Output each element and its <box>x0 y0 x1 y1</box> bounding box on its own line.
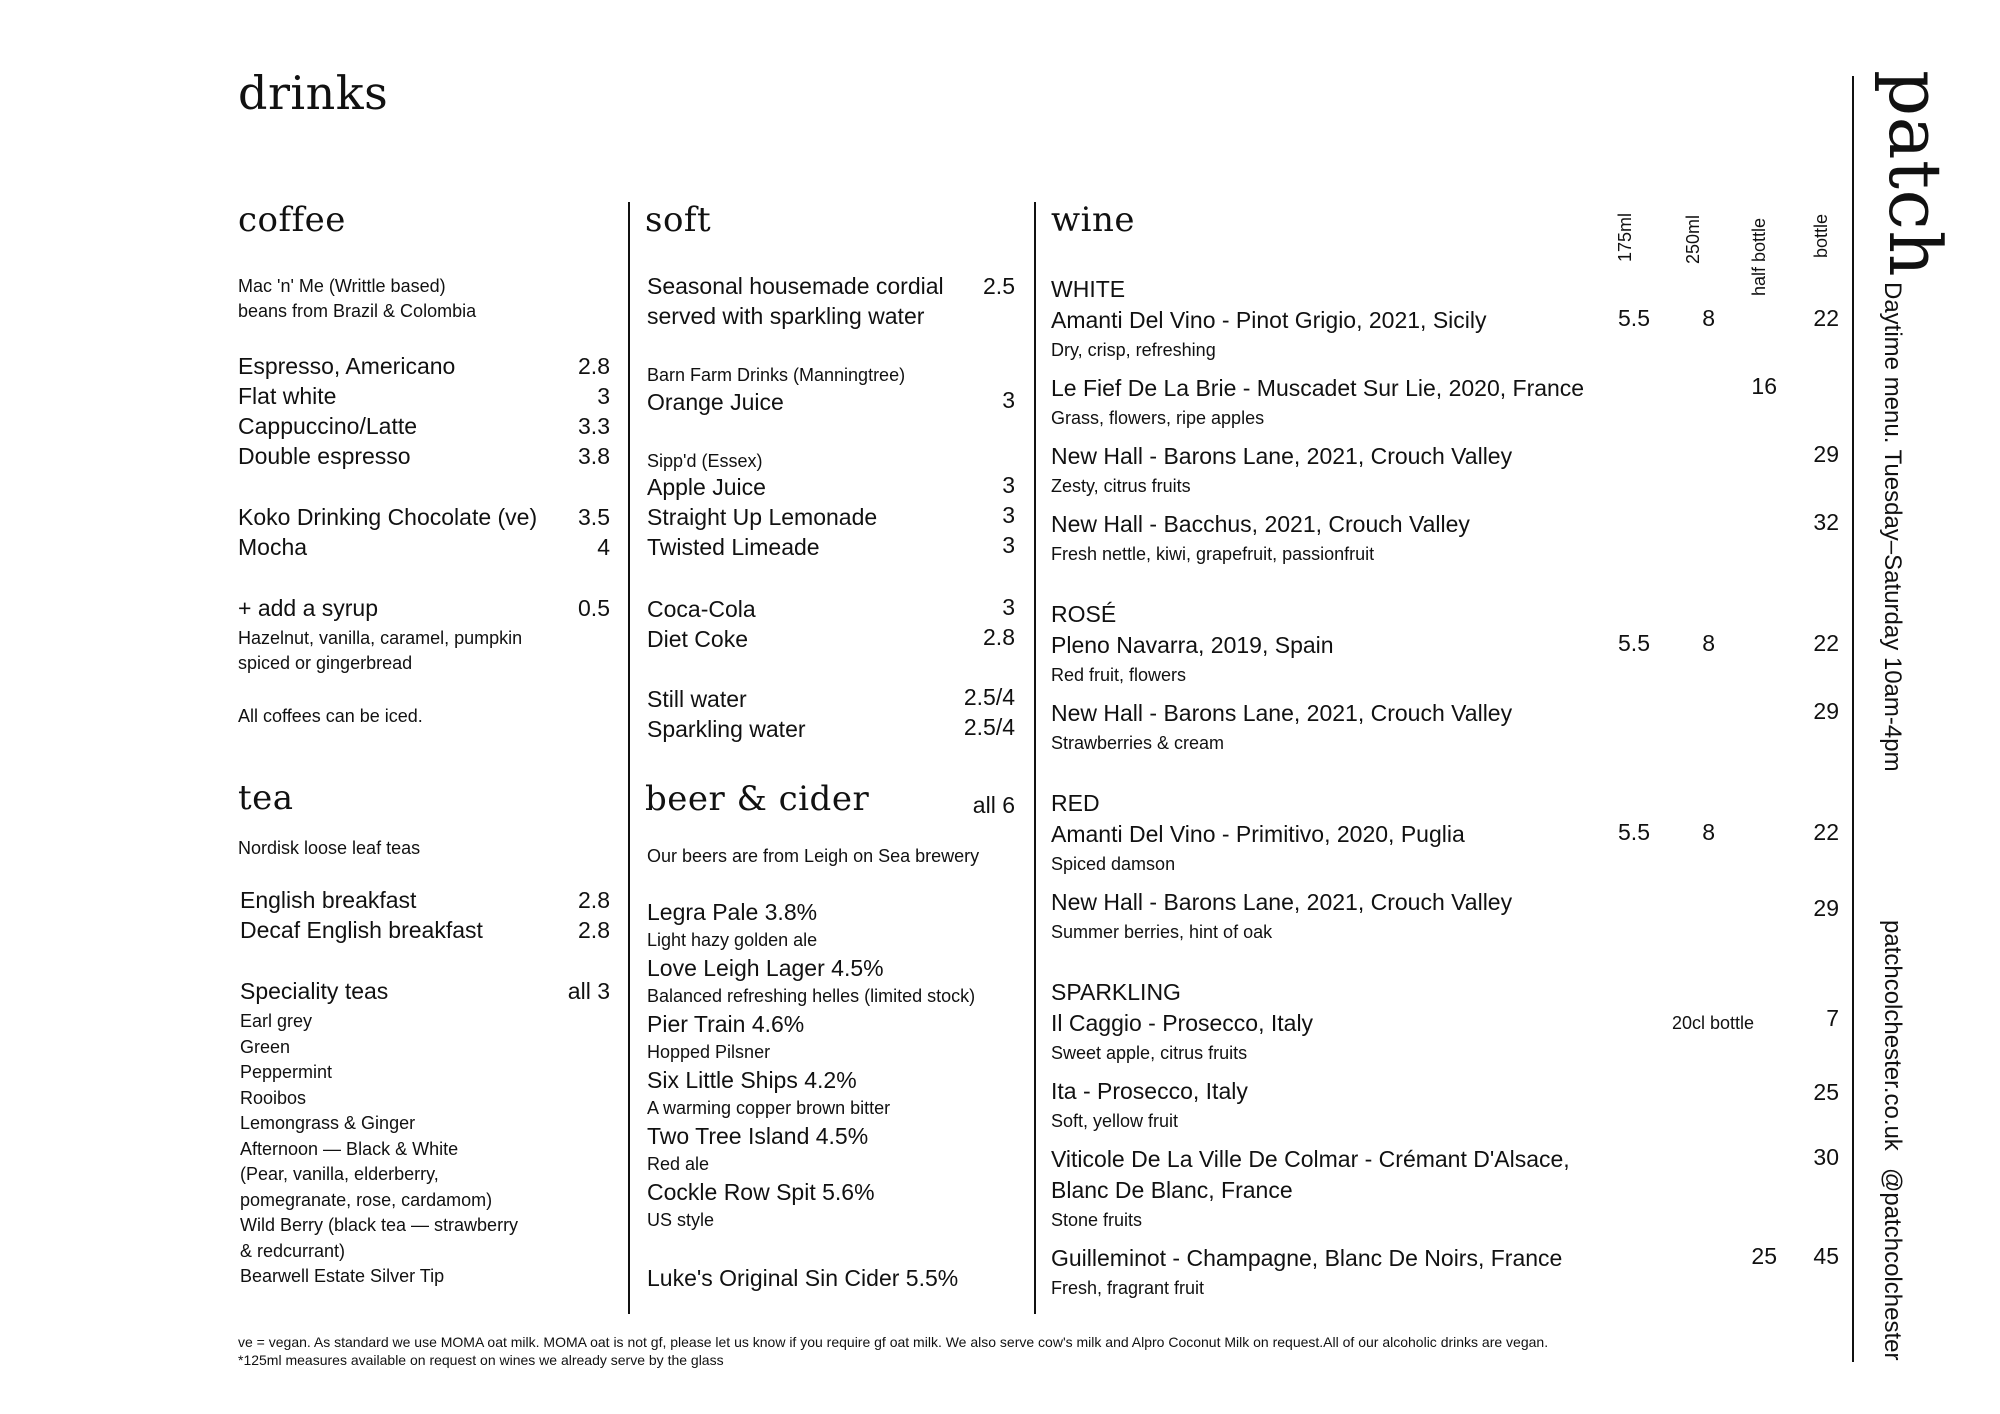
wine-name: Viticole De La Ville De Colmar - Crémant D'Alsace, <box>1051 1146 1570 1172</box>
wine-name: New Hall - Bacchus, 2021, Crouch Valley <box>1051 511 1470 537</box>
wine-desc: Spiced damson <box>1051 854 1176 874</box>
price-250ml: 8 <box>1702 819 1715 845</box>
menu-item-name: Koko Drinking Chocolate (ve) <box>238 504 538 530</box>
opening-hours: Daytime menu. Tuesday–Saturday 10am-4pm <box>1879 282 1906 772</box>
menu-item-name: Apple Juice <box>647 474 766 500</box>
price-bottle: 22 <box>1813 305 1839 331</box>
tea-option: Lemongrass & Ginger <box>240 1113 416 1133</box>
wine-desc: Fresh, fragrant fruit <box>1051 1278 1205 1298</box>
price-250ml: 8 <box>1702 630 1715 656</box>
wine-name: Ita - Prosecco, Italy <box>1051 1078 1248 1104</box>
menu-item-name: Sparkling water <box>647 716 806 742</box>
menu-item-price: 2.8 <box>983 624 1015 650</box>
menu-item-name: Orange Juice <box>647 389 784 415</box>
beer-name: Two Tree Island 4.5% <box>647 1123 869 1149</box>
menu-item-price: 0.5 <box>578 595 610 621</box>
menu-item-price: 2.8 <box>578 917 610 943</box>
price-250ml: 8 <box>1702 305 1715 331</box>
price-bottle: 30 <box>1813 1144 1839 1170</box>
wine-desc: Dry, crisp, refreshing <box>1051 340 1216 360</box>
wine-desc: Strawberries & cream <box>1051 733 1225 753</box>
wine-name: Le Fief De La Brie - Muscadet Sur Lie, 2020, France <box>1051 375 1585 401</box>
website-link[interactable]: patchcolchester.co.uk <box>1879 920 1906 1151</box>
column-header-250ml: 250ml <box>1683 214 1703 264</box>
syrup-options: spiced or gingerbread <box>238 653 413 673</box>
menu-item-price: 3 <box>597 383 610 409</box>
beer-desc: Light hazy golden ale <box>647 930 818 950</box>
price-175ml: 5.5 <box>1618 819 1650 845</box>
menu-item-price: 4 <box>597 534 610 560</box>
social-handle[interactable]: @patchcolchester <box>1879 1168 1906 1361</box>
price-bottle: 29 <box>1813 895 1839 921</box>
price-bottle: 22 <box>1813 630 1839 656</box>
wine-desc: Fresh nettle, kiwi, grapefruit, passionfruit <box>1051 544 1375 564</box>
tea-option: pomegranate, rose, cardamom) <box>240 1190 493 1210</box>
price-bottle: 32 <box>1813 509 1839 535</box>
price-bottle: 29 <box>1813 441 1839 467</box>
tea-option: & redcurrant) <box>240 1241 346 1261</box>
tea-option: Peppermint <box>240 1062 333 1082</box>
tea-option: Green <box>240 1037 291 1057</box>
wine-desc: Sweet apple, citrus fruits <box>1051 1043 1248 1063</box>
coffee-intro: beans from Brazil & Colombia <box>238 301 477 321</box>
column-divider <box>628 202 630 1314</box>
beer-desc: A warming copper brown bitter <box>647 1098 891 1118</box>
price-175ml: 5.5 <box>1618 305 1650 331</box>
price-175ml: 5.5 <box>1618 630 1650 656</box>
sparkling-size-note: 20cl bottle <box>1672 1013 1755 1033</box>
beer-name: Six Little Ships 4.2% <box>647 1067 857 1093</box>
price-bottle: 29 <box>1813 698 1839 724</box>
tea-option: (Pear, vanilla, elderberry, <box>240 1164 439 1184</box>
wine-desc: Grass, flowers, ripe apples <box>1051 408 1265 428</box>
price-bottle: 25 <box>1813 1079 1839 1105</box>
wine-category: ROSÉ <box>1051 601 1117 627</box>
wine-name: New Hall - Barons Lane, 2021, Crouch Valley <box>1051 700 1513 726</box>
price-bottle: 7 <box>1826 1005 1839 1031</box>
wine-name: New Hall - Barons Lane, 2021, Crouch Valley <box>1051 443 1513 469</box>
brand-logo: patch <box>1873 70 1957 278</box>
menu-item-price: 3.8 <box>578 443 610 469</box>
menu-item-price: 3 <box>1002 472 1015 498</box>
menu-item-price: 3 <box>1002 594 1015 620</box>
menu-item-price: 2.5/4 <box>963 714 1015 740</box>
wine-category: WHITE <box>1051 276 1126 302</box>
footer-note: *125ml measures available on request on wines we already serve by the glass <box>238 1352 724 1368</box>
menu-item-name: Cappuccino/Latte <box>238 413 418 439</box>
menu-item-name: Still water <box>647 686 747 712</box>
menu-item-name: Straight Up Lemonade <box>647 504 878 530</box>
menu-item-name: Espresso, Americano <box>238 353 456 379</box>
menu-item-name: Double espresso <box>238 443 411 469</box>
menu-item-name: English breakfast <box>240 887 417 913</box>
menu-item-name: Mocha <box>238 534 308 560</box>
page-title: drinks <box>238 66 389 120</box>
iced-note: All coffees can be iced. <box>238 706 423 726</box>
wine-desc: Red fruit, flowers <box>1051 665 1187 685</box>
wine-category: SPARKLING <box>1051 979 1181 1005</box>
beer-name: Pier Train 4.6% <box>647 1011 805 1037</box>
menu-item-price: 2.5/4 <box>963 684 1015 710</box>
supplier-label: Barn Farm Drinks (Manningtree) <box>647 365 906 385</box>
brand-divider <box>1852 76 1854 1362</box>
tea-option: Afternoon — Black & White <box>240 1139 459 1159</box>
menu-item-name: served with sparkling water <box>647 303 925 329</box>
supplier-label: Sipp'd (Essex) <box>647 451 763 471</box>
menu-item-name: + add a syrup <box>238 595 379 621</box>
menu-item-name: Speciality teas <box>240 978 389 1004</box>
tea-option: Bearwell Estate Silver Tip <box>240 1266 445 1286</box>
menu-item-name: Flat white <box>238 383 337 409</box>
menu-item-price: all 3 <box>567 978 610 1004</box>
beer-desc: Hopped Pilsner <box>647 1042 771 1062</box>
wine-name: Amanti Del Vino - Pinot Grigio, 2021, Sicily <box>1051 307 1487 333</box>
tea-intro: Nordisk loose leaf teas <box>238 838 421 858</box>
soft-heading: soft <box>645 200 712 240</box>
menu-item-price: 3.3 <box>578 413 610 439</box>
menu-item-price: 3 <box>1002 502 1015 528</box>
tea-heading: tea <box>238 778 294 818</box>
menu-item-name: Diet Coke <box>647 626 748 652</box>
beer-heading: beer & cider <box>645 779 870 819</box>
price-bottle: 22 <box>1813 819 1839 845</box>
tea-option: Wild Berry (black tea — strawberry <box>240 1215 519 1235</box>
beer-name: Cockle Row Spit 5.6% <box>647 1179 875 1205</box>
menu-item-name: Twisted Limeade <box>647 534 820 560</box>
beer-intro: Our beers are from Leigh on Sea brewery <box>647 846 980 866</box>
beer-desc: Red ale <box>647 1154 710 1174</box>
menu-item-name: Coca-Cola <box>647 596 756 622</box>
wine-name: Pleno Navarra, 2019, Spain <box>1051 632 1334 658</box>
syrup-options: Hazelnut, vanilla, caramel, pumpkin <box>238 628 523 648</box>
wine-name: Blanc De Blanc, France <box>1051 1177 1293 1203</box>
wine-heading: wine <box>1051 200 1135 240</box>
menu-item-price: 2.5 <box>983 273 1015 299</box>
price-half-bottle: 16 <box>1751 373 1777 399</box>
beer-price: all 6 <box>972 792 1015 818</box>
beer-name: Legra Pale 3.8% <box>647 899 818 925</box>
beer-name: Luke's Original Sin Cider 5.5% <box>647 1265 959 1291</box>
wine-desc: Stone fruits <box>1051 1210 1143 1230</box>
price-bottle: 45 <box>1813 1243 1839 1269</box>
menu-item-price: 3.5 <box>578 504 610 530</box>
tea-option: Earl grey <box>240 1011 313 1031</box>
wine-desc: Summer berries, hint of oak <box>1051 922 1273 942</box>
footer-note: ve = vegan. As standard we use MOMA oat milk. MOMA oat is not gf, please let us know if you require gf oat milk. We also serve cow's milk and Alpro Coconut Milk on request.All of our alcoholic drinks are vegan. <box>238 1334 1549 1350</box>
beer-desc: Balanced refreshing helles (limited stock) <box>647 986 976 1006</box>
menu-item-price: 3 <box>1002 387 1015 413</box>
coffee-heading: coffee <box>238 200 346 240</box>
menu-item-price: 3 <box>1002 532 1015 558</box>
menu-item-price: 2.8 <box>578 887 610 913</box>
wine-name: Il Caggio - Prosecco, Italy <box>1051 1010 1314 1036</box>
beer-desc: US style <box>647 1210 715 1230</box>
wine-desc: Soft, yellow fruit <box>1051 1111 1179 1131</box>
menu-item-price: 2.8 <box>578 353 610 379</box>
wine-name: New Hall - Barons Lane, 2021, Crouch Valley <box>1051 889 1513 915</box>
column-header-bottle: bottle <box>1811 213 1831 258</box>
price-half-bottle: 25 <box>1751 1243 1777 1269</box>
beer-name: Love Leigh Lager 4.5% <box>647 955 884 981</box>
column-header-half-bottle: half bottle <box>1749 217 1769 296</box>
tea-option: Rooibos <box>240 1088 307 1108</box>
wine-name: Guilleminot - Champagne, Blanc De Noirs, France <box>1051 1245 1563 1271</box>
wine-desc: Zesty, citrus fruits <box>1051 476 1191 496</box>
wine-name: Amanti Del Vino - Primitivo, 2020, Puglia <box>1051 821 1465 847</box>
column-header-175ml: 175ml <box>1615 212 1635 262</box>
menu-item-name: Decaf English breakfast <box>240 917 483 943</box>
column-divider <box>1034 202 1036 1314</box>
menu-item-name: Seasonal housemade cordial <box>647 273 944 299</box>
wine-category: RED <box>1051 790 1100 816</box>
coffee-intro: Mac 'n' Me (Writtle based) <box>238 276 446 296</box>
